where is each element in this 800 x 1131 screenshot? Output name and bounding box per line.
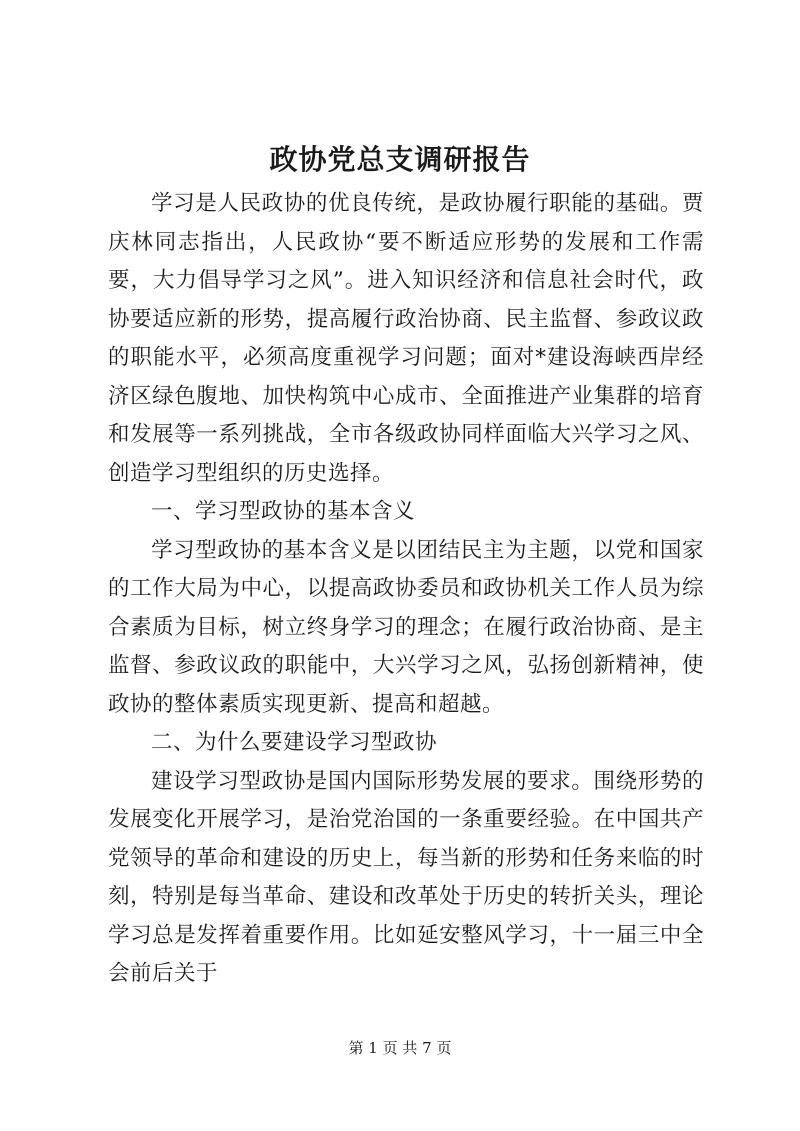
paragraph-basic-meaning: 学习型政协的基本含义是以团结民主为主题，以党和国家的工作大局为中心，以提高政协委员和政协机关工作人员为综合素质为目标，树立终身学习的理念；在履行政治协商、是主监督、参政议政的职能中，大兴学习之风，弘扬创新精神，使政协的整体素质实现更新、提高和超越。	[108, 537, 704, 717]
page-number-footer: 第 1 页 共 7 页	[348, 1039, 452, 1057]
section-heading-2: 二、为什么要建设学习型政协	[151, 730, 438, 755]
paragraph-why-build: 建设学习型政协是国内国际形势发展的要求。围绕形势的发展变化开展学习，是治党治国的一条重要经验。在中国共产党领导的革命和建设的历史上，每当新的形势和任务来临的时刻，特别是每当革命、建设和改革处于历史的转折关头，理论学习总是发挥着重要作用。比如延安整风学习，十一届三中全会前后关于	[108, 768, 704, 986]
paragraph-intro: 学习是人民政协的优良传统，是政协履行职能的基础。贾庆林同志指出，人民政协“要不断适应形势的发展和工作需要，大力倡导学习之风”。进入知识经济和信息社会时代，政协要适应新的形势，提高履行政治协商、民主监督、参政议政的职能水平，必须高度重视学习问题；面对*建设海峡西岸经济区绿色腹地、加快构筑中心成市、全面推进产业集群的培育和发展等一系列挑战，全市各级政协同样面临大兴学习之风、创造学习型组织的历史选择。	[108, 191, 704, 486]
document-body	[108, 185, 704, 994]
section-heading-1: 一、学习型政协的基本含义	[151, 499, 416, 524]
document-title: 政协党总支调研报告	[269, 143, 531, 176]
